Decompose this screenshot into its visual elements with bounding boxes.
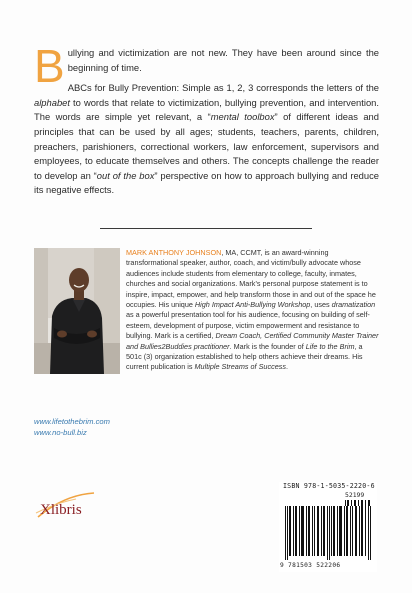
link-no-bull[interactable]: www.no-bull.biz — [34, 427, 87, 437]
logo-text: Xlibris — [40, 502, 82, 518]
intro-paragraph-1: Bullying and victimization are not new. They have been around since the beginning of time. — [34, 40, 379, 92]
drop-cap: B — [34, 40, 65, 92]
price-code: 52199 — [345, 491, 365, 499]
isbn-label: ISBN 978-1-5035-2220-6 — [283, 482, 375, 490]
divider-rule — [100, 228, 312, 229]
link-lifetothebrim[interactable]: www.lifetothebrim.com — [34, 417, 110, 426]
author-photo — [34, 248, 120, 374]
barcode-number: 9 781503 522206 — [280, 562, 341, 569]
author-name: MARK ANTHONY JOHNSON — [126, 248, 222, 257]
intro-text — [34, 40, 379, 198]
author-bio: MARK ANTHONY JOHNSON, MA, CCMT, is an award-winning transformational speaker, author, coach, and victim/bully advocate whose audiences include students from elementary to college, faculty, inmates, churches and social organizations. Mark’s personal purpose statement is to inspire, impact, empower, and help transform those in and out of the space he occupies. His unique High Impact Anti-Bullying Workshop, uses dramatization as a powerful presentation tool for his audience, focusing on building of self-esteem, development of purpose, victim empowerment and resistance to bullying. Mark is a certified, Dream Coach, Certified Community Master Trainer and Bullies2Buddies practitioner. Mark is the founder of Life to the Brim, a 501c (3) organization established to help others achieve their dreams. His current publication is Multiple Streams of Success. — [126, 248, 379, 372]
xlibris-logo — [34, 487, 106, 521]
barcode — [283, 498, 375, 560]
website-links — [34, 417, 110, 438]
intro-paragraph-2: ABCs for Bully Prevention: Simple as 1, 2, 3 corresponds the letters of the alphabet to words that relate to victimization, bullying prevention, and intervention. The words are simple yet relevant, a “mental toolbox” of different ideas and principles that can be used by all ages; students, teachers, parents, children, preachers, parishioners, correctional workers, law enforcement, supervisors and employees, to educate themselves and others. The concepts challenge the reader to develop an “out of the box” perspective on how to approach bullying and reduce its negative effects. — [34, 82, 379, 196]
